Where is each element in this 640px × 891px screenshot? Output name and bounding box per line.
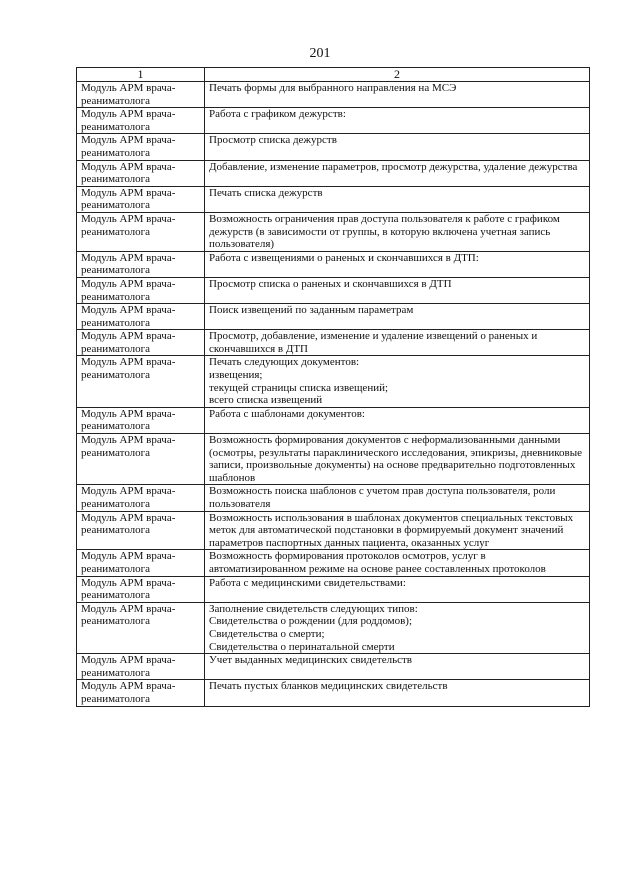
function-text: Просмотр, добавление, изменение и удаление извещений о раненых и скончавшихся в ДТП [209, 330, 538, 355]
module-cell: Модуль АРМ врача-реаниматолога [77, 186, 205, 212]
function-cell [205, 134, 590, 160]
function-text: Возможность формирования протоколов осмотров, услуг в автоматизированном режиме на основе ранее составленных протоколов [209, 550, 546, 575]
function-text: всего списка извещений [209, 394, 323, 407]
module-cell: Модуль АРМ врача-реаниматолога [77, 680, 205, 706]
table-row [77, 160, 590, 186]
column-1-header: 1 [77, 68, 205, 82]
module-cell: Модуль АРМ врача-реаниматолога [77, 304, 205, 330]
table-row [77, 511, 590, 550]
function-cell [205, 680, 590, 706]
function-text: Поиск извещений по заданным параметрам [209, 304, 414, 317]
table-body [77, 82, 590, 707]
table-row [77, 654, 590, 680]
module-cell: Модуль АРМ врача-реаниматолога [77, 330, 205, 356]
module-cell: Модуль АРМ врача-реаниматолога [77, 251, 205, 277]
module-cell: Модуль АРМ врача-реаниматолога [77, 160, 205, 186]
table-row [77, 82, 590, 108]
function-cell [205, 550, 590, 576]
function-cell [205, 304, 590, 330]
table-row [77, 680, 590, 706]
function-text: извещения; [209, 369, 263, 382]
module-cell: Модуль АРМ врача-реаниматолога [77, 356, 205, 407]
function-cell [205, 434, 590, 485]
table-row [77, 212, 590, 251]
function-text: Печать следующих документов: [209, 356, 360, 369]
function-text: Печать пустых бланков медицинских свидетельств [209, 680, 448, 693]
function-cell [205, 82, 590, 108]
function-cell [205, 654, 590, 680]
function-cell [205, 485, 590, 511]
function-text: Просмотр списка о раненых и скончавшихся в ДТП [209, 277, 452, 290]
function-text: Печать списка дежурств [209, 186, 323, 199]
function-text: Работа с извещениями о раненых и скончавшихся в ДТП: [209, 251, 479, 264]
function-text: Возможность использования в шаблонах документов специальных текстовых меток для автоматической подстановки в формируемый документ значений параметров паспортных данных пациента, оказанных услуг [209, 511, 574, 549]
function-cell [205, 356, 590, 407]
module-cell: Модуль АРМ врача-реаниматолога [77, 108, 205, 134]
column-2-header: 2 [205, 68, 590, 82]
table-row [77, 550, 590, 576]
function-cell [205, 407, 590, 433]
table-row [77, 434, 590, 485]
table-row [77, 277, 590, 303]
function-text: Учет выданных медицинских свидетельств [209, 654, 412, 667]
function-cell [205, 576, 590, 602]
function-text: Добавление, изменение параметров, просмотр дежурства, удаление дежурства [209, 160, 578, 173]
function-cell [205, 186, 590, 212]
function-text: Свидетельства о рождении (для роддомов); [209, 615, 413, 628]
module-cell: Модуль АРМ врача-реаниматолога [77, 212, 205, 251]
function-cell [205, 511, 590, 550]
function-cell [205, 330, 590, 356]
function-text: Работа с графиком дежурств: [209, 108, 346, 121]
table-row [77, 356, 590, 407]
table-row [77, 602, 590, 653]
module-cell: Модуль АРМ врача-реаниматолога [77, 277, 205, 303]
table-row [77, 251, 590, 277]
module-cell: Модуль АРМ врача-реаниматолога [77, 134, 205, 160]
function-cell [205, 108, 590, 134]
table-row [77, 186, 590, 212]
module-cell: Модуль АРМ врача-реаниматолога [77, 434, 205, 485]
module-cell: Модуль АРМ врача-реаниматолога [77, 511, 205, 550]
requirements-table [76, 67, 590, 707]
module-cell: Модуль АРМ врача-реаниматолога [77, 550, 205, 576]
module-cell: Модуль АРМ врача-реаниматолога [77, 485, 205, 511]
function-cell [205, 251, 590, 277]
function-text: Возможность ограничения прав доступа пользователя к работе с графиком дежурств (в зависимости от группы, в которую включена учетная запись пользователя) [209, 212, 560, 251]
function-text: Работа с шаблонами документов: [209, 407, 365, 420]
table-row [77, 134, 590, 160]
module-cell: Модуль АРМ врача-реаниматолога [77, 407, 205, 433]
function-text: Просмотр списка дежурств [209, 134, 337, 147]
module-cell: Модуль АРМ врача-реаниматолога [77, 602, 205, 653]
function-text: текущей страницы списка извещений; [209, 381, 389, 394]
function-cell [205, 277, 590, 303]
function-cell [205, 212, 590, 251]
table-row [77, 330, 590, 356]
function-text: Свидетельства о смерти; [209, 627, 325, 640]
function-cell [205, 602, 590, 653]
table-row [77, 485, 590, 511]
function-cell [205, 160, 590, 186]
table-row [77, 576, 590, 602]
function-text: Заполнение свидетельств следующих типов: [209, 602, 418, 615]
module-cell: Модуль АРМ врача-реаниматолога [77, 82, 205, 108]
table-row [77, 407, 590, 433]
table-header-row [77, 68, 590, 82]
table-row [77, 108, 590, 134]
module-cell: Модуль АРМ врача-реаниматолога [77, 576, 205, 602]
function-text: Возможность формирования документов с неформализованными данными (осмотры, результаты параклинического исследования, эпикризы, дневниковые записи, произвольные документы) на основе предварительно подготовленных шаблонов [209, 434, 582, 484]
function-text: Свидетельства о перинатальной смерти [209, 640, 395, 653]
function-text: Возможность поиска шаблонов с учетом прав доступа пользователя, роли пользователя [209, 485, 556, 510]
module-cell: Модуль АРМ врача-реаниматолога [77, 654, 205, 680]
table-row [77, 304, 590, 330]
function-text: Работа с медицинскими свидетельствами: [209, 576, 406, 589]
page-number: 201 [309, 46, 331, 61]
function-text: Печать формы для выбранного направления на МСЭ [209, 82, 457, 94]
